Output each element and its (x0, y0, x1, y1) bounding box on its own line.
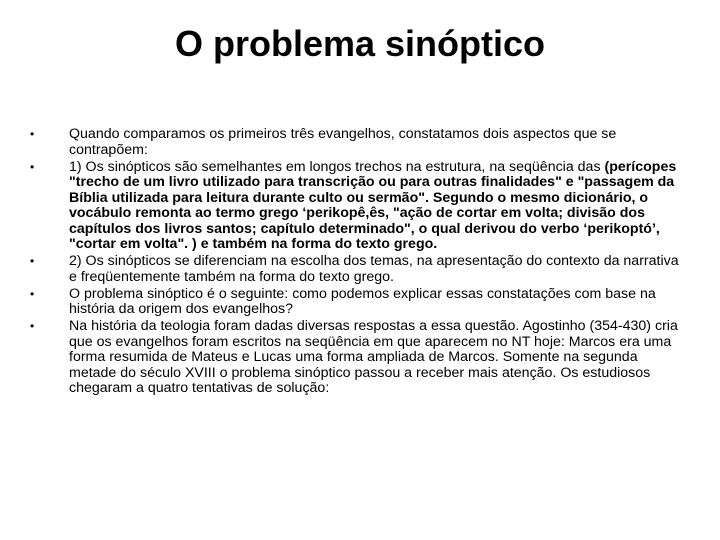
bullet-item-1 (30, 127, 680, 158)
bullet-text-bold: (perícopes "trecho de um livro utilizado para transcrição ou para outras finalidades" e "passagem da Bíblia utilizada para leitura durante culto ou sermão". Segundo o mesmo dicionário, o vocábulo remonta ao termo grego ‘perikopê,ês, "ação de cortar em volta; divisão dos capítulos dos livros santos; capítulo determinado", o qual derivou do verbo ‘perikoptó’, "cortar em volta". ) e também na forma do texto grego. (69, 158, 677, 252)
bullet-dot-icon: • (30, 286, 35, 301)
bullet-item-3 (30, 254, 680, 285)
bullet-item-4 (30, 287, 680, 318)
bullet-dot-icon: • (30, 159, 35, 174)
bullet-text: 2) Os sinópticos se diferenciam na escolha dos temas, na apresentação do contexto da narrativa e freqüentemente também na forma do texto grego. (69, 253, 679, 285)
bullet-item-5 (30, 319, 680, 397)
bullet-text: Quando comparamos os primeiros três evangelhos, constatamos dois aspectos que se contrapõem: (69, 126, 617, 158)
bullet-list (30, 127, 680, 398)
bullet-dot-icon: • (30, 254, 35, 268)
bullet-text: Na história da teologia foram dadas diversas respostas a essa questão. Agostinho (354-430) cria que os evangelhos foram escritos na seqüência em que aparecem no NT hoje: Marcos era uma forma resumida de Mateus e Lucas uma forma ampliada de Marcos. Somente na segunda metade do século XVIII o problema sinóptico passou a receber mais atenção. Os estudiosos chegaram a quatro tentativas de solução: (69, 318, 678, 396)
slide-title: O problema sinóptico (174, 23, 546, 64)
bullet-text: 1) Os sinópticos são semelhantes em longos trechos na estrutura, na seqüência das (69, 158, 605, 175)
bullet-dot-icon: • (30, 127, 35, 141)
bullet-dot-icon: • (30, 319, 35, 333)
bullet-text: O problema sinóptico é o seguinte: como podemos explicar essas constatações com base na história da origem dos evangelhos? (69, 285, 656, 317)
bullet-item-2 (30, 160, 680, 253)
